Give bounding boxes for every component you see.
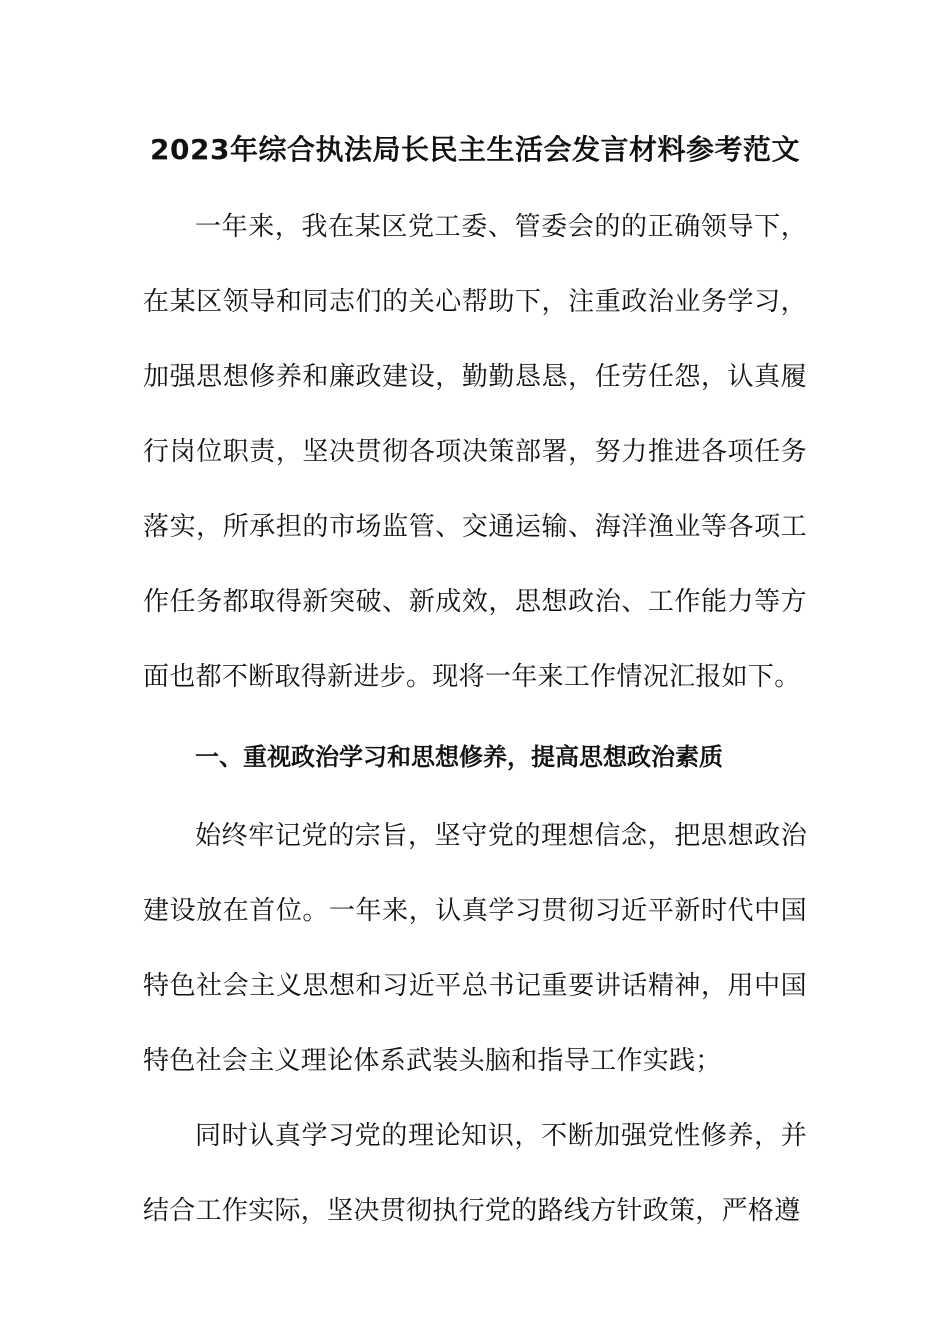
section-1-paragraph-1: 始终牢记党的宗旨，坚守党的理想信念，把思想政治建设放在首位。一年来，认真学习贯彻习近平新时代中国特色社会主义思想和习近平总书记重要讲话精神，用中国特色社会主义理论体系武装头脑和指导工作实践； bbox=[143, 821, 807, 1076]
section-1-paragraph-2: 同时认真学习党的理论知识，不断加强党性修养，并结合工作实际，坚决贯彻执行党的路线方针政策，严格遵 bbox=[143, 1121, 807, 1226]
intro-paragraph: 一年来，我在某区党工委、管委会的的正确领导下，在某区领导和同志们的关心帮助下，注重政治业务学习，加强思想修养和廉政建设，勤勤恳恳，任劳任怨，认真履行岗位职责，坚决贯彻各项决策部署，努力推进各项任务落实，所承担的市场监管、交通运输、海洋渔业等各项工作任务都取得新突破、新成效，思想政治、工作能力等方面也都不断取得新进步。现将一年来工作情况汇报如下。 bbox=[143, 212, 807, 692]
section-heading-1: 一、重视政治学习和思想修养，提高思想政治素质 bbox=[195, 743, 723, 771]
document-title: 2023年综合执法局长民主生活会发言材料参考范文 bbox=[150, 133, 800, 166]
document-body bbox=[143, 190, 807, 1249]
